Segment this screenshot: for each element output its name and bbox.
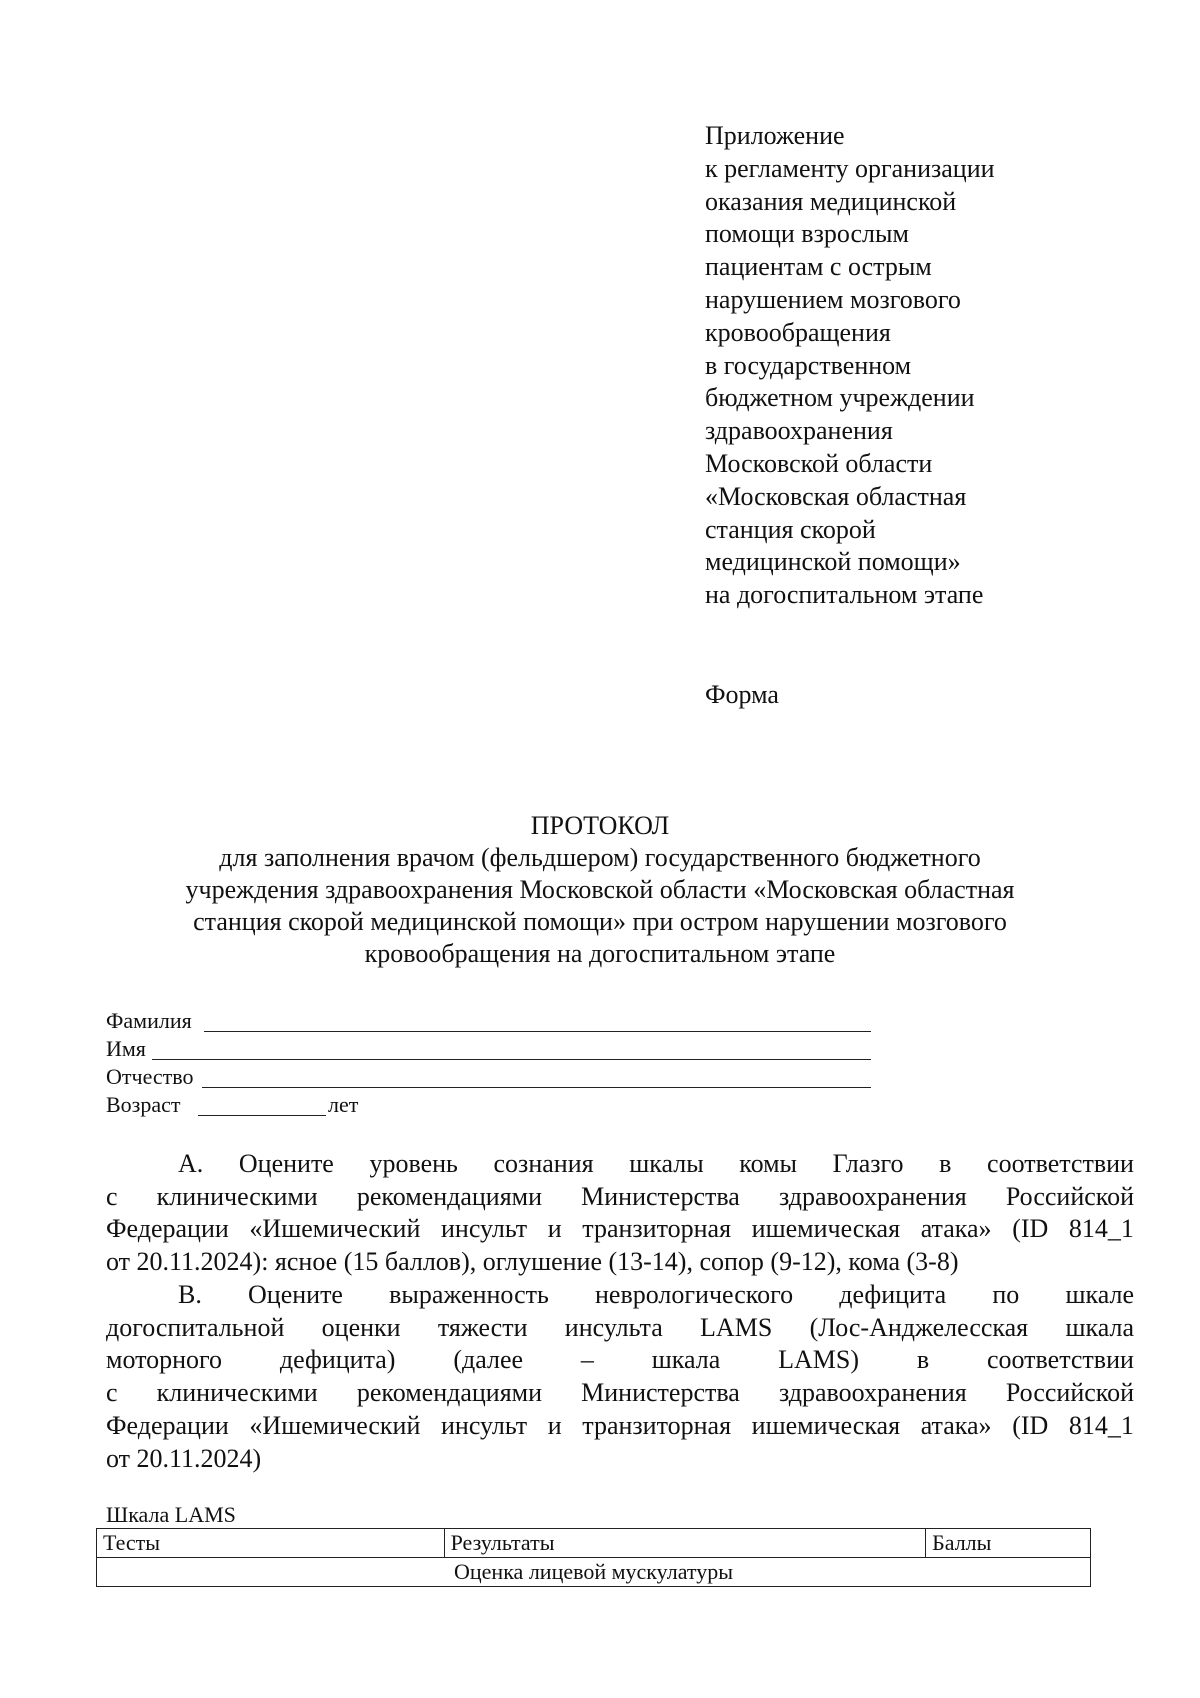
appendix-line: бюджетном учреждении [705,383,975,413]
protocol-subtitle-line: кровообращения на догоспитальном этапе [364,939,836,968]
section-b [106,1279,1134,1475]
section-b-line: от 20.11.2024) [106,1443,262,1473]
word: Оцените [248,1280,343,1309]
word: Федерации [106,1214,229,1244]
appendix-line: оказания медицинской [705,186,957,216]
surname-label: Фамилия [106,1008,192,1033]
word: сознания [493,1149,594,1178]
word: ишемическая [751,1214,901,1244]
section-b-line [106,1279,1134,1312]
justified-line [106,1344,1134,1377]
appendix-line: на догоспитальном этапе [705,580,984,610]
section-b-line [106,1312,1134,1345]
word: Оцените [238,1149,334,1178]
justified-line [106,1410,1134,1443]
header-tests: Тесты [97,1529,445,1558]
word: шкалы [629,1149,704,1178]
scale-title: Шкала LAMS [106,1502,236,1527]
section-a-line [106,1148,1134,1181]
word: атака» [920,1410,992,1440]
word: с [106,1181,118,1211]
section-b-line [106,1377,1134,1410]
word: (ID [1012,1410,1049,1440]
protocol-heading: ПРОТОКОЛ [530,811,670,840]
appendix-line: «Московская областная [705,481,967,511]
word: неврологического [595,1280,794,1309]
appendix-line: к регламенту организации [705,153,995,183]
word: здравоохранения [778,1181,967,1211]
justified-line [106,1377,1134,1410]
word: клиническими [156,1181,318,1211]
word: дефицита) [279,1345,396,1375]
word: в [939,1149,952,1178]
word: оценки [321,1312,401,1342]
section-a-line [106,1213,1134,1246]
word: догоспитальной [106,1312,285,1342]
word: уровень [369,1149,458,1178]
word: В. [178,1280,202,1309]
appendix-line: кровообращения [705,317,891,347]
age-label: Возраст [106,1092,181,1117]
word: 814_1 [1068,1214,1134,1244]
word: инсульта [564,1312,663,1342]
word: инсульт [441,1410,528,1440]
patronymic-input-line[interactable] [202,1087,871,1088]
word: по [992,1280,1020,1309]
appendix-line: помощи взрослым [705,219,909,249]
table-section-row [97,1558,1091,1587]
word: рекомендациями [356,1378,543,1408]
word: Министерства [581,1181,740,1211]
word: А. [178,1149,204,1178]
justified-line [178,1148,1134,1181]
section-a-line [106,1181,1134,1214]
word: инсульт [441,1214,528,1244]
word: с [106,1378,118,1408]
word: и [547,1410,562,1440]
word: Российской [1005,1181,1134,1211]
name-input-line[interactable] [152,1059,871,1060]
appendix-line: здравоохранения [705,416,893,446]
name-label: Имя [106,1036,146,1061]
word: в [916,1345,930,1375]
word: транзиторная [582,1214,732,1244]
header-results: Результаты [444,1529,926,1558]
appendix-header [705,120,995,612]
table-header-row [97,1529,1091,1558]
word: атака» [920,1214,992,1244]
section-facial-muscles: Оценка лицевой мускулатуры [97,1558,1091,1587]
word: Министерства [581,1378,740,1408]
word: тяжести [437,1312,528,1342]
appendix-line: Приложение [705,121,845,150]
section-b-line [106,1344,1134,1377]
form-label: Форма [705,680,779,709]
appendix-line: Московской области [705,448,933,478]
justified-line [106,1312,1134,1345]
appendix-line: в государственном [705,350,912,380]
word: здравоохранения [778,1378,967,1408]
header-points: Баллы [926,1529,1091,1558]
word: соответствии [986,1345,1134,1375]
section-a [106,1148,1134,1279]
word: транзиторная [582,1410,732,1440]
word: клиническими [156,1378,318,1408]
word: шкала [1065,1312,1134,1342]
word: (далее [453,1345,524,1375]
word: шкале [1065,1280,1134,1309]
word: Глазго [832,1149,904,1178]
section-a-line: от 20.11.2024): ясное (15 баллов), оглушение (13-14), сопор (9-12), кома (3-8) [106,1247,959,1277]
protocol-subtitle-line: для заполнения врачом (фельдшером) государственного бюджетного [219,843,981,872]
justified-line [178,1279,1134,1312]
patronymic-label: Отчество [106,1064,194,1089]
word: Российской [1005,1378,1134,1408]
surname-input-line[interactable] [204,1031,871,1032]
word: – [580,1345,594,1375]
age-input-line[interactable] [198,1115,326,1116]
word: «Ишемический [249,1410,421,1440]
word: «Ишемический [249,1214,421,1244]
appendix-line: нарушением мозгового [705,284,961,314]
appendix-line: медицинской помощи» [705,547,961,577]
word: дефицита [839,1280,947,1309]
lams-table [96,1528,1091,1587]
word: и [547,1214,562,1244]
justified-line [106,1213,1134,1246]
protocol-subtitle-line: учреждения здравоохранения Московской области «Московская областная [185,875,1015,904]
word: LAMS [700,1312,773,1342]
age-unit-label: лет [328,1092,359,1117]
word: комы [739,1149,798,1178]
word: Федерации [106,1410,229,1440]
word: ишемическая [751,1410,901,1440]
word: (Лос-Анджелесская [809,1312,1029,1342]
protocol-title [100,810,1100,970]
word: рекомендациями [356,1181,543,1211]
section-b-line [106,1410,1134,1443]
word: LAMS) [778,1345,860,1375]
word: (ID [1012,1214,1049,1244]
word: шкала [651,1345,721,1375]
justified-line [106,1181,1134,1214]
appendix-line: станция скорой [705,514,876,544]
word: соответствии [987,1149,1134,1178]
word: 814_1 [1068,1410,1134,1440]
appendix-line: пациентам с острым [705,252,932,282]
word: выраженность [389,1280,549,1309]
word: моторного [106,1345,223,1375]
protocol-subtitle-line: станция скорой медицинской помощи» при остром нарушении мозгового [193,907,1007,936]
